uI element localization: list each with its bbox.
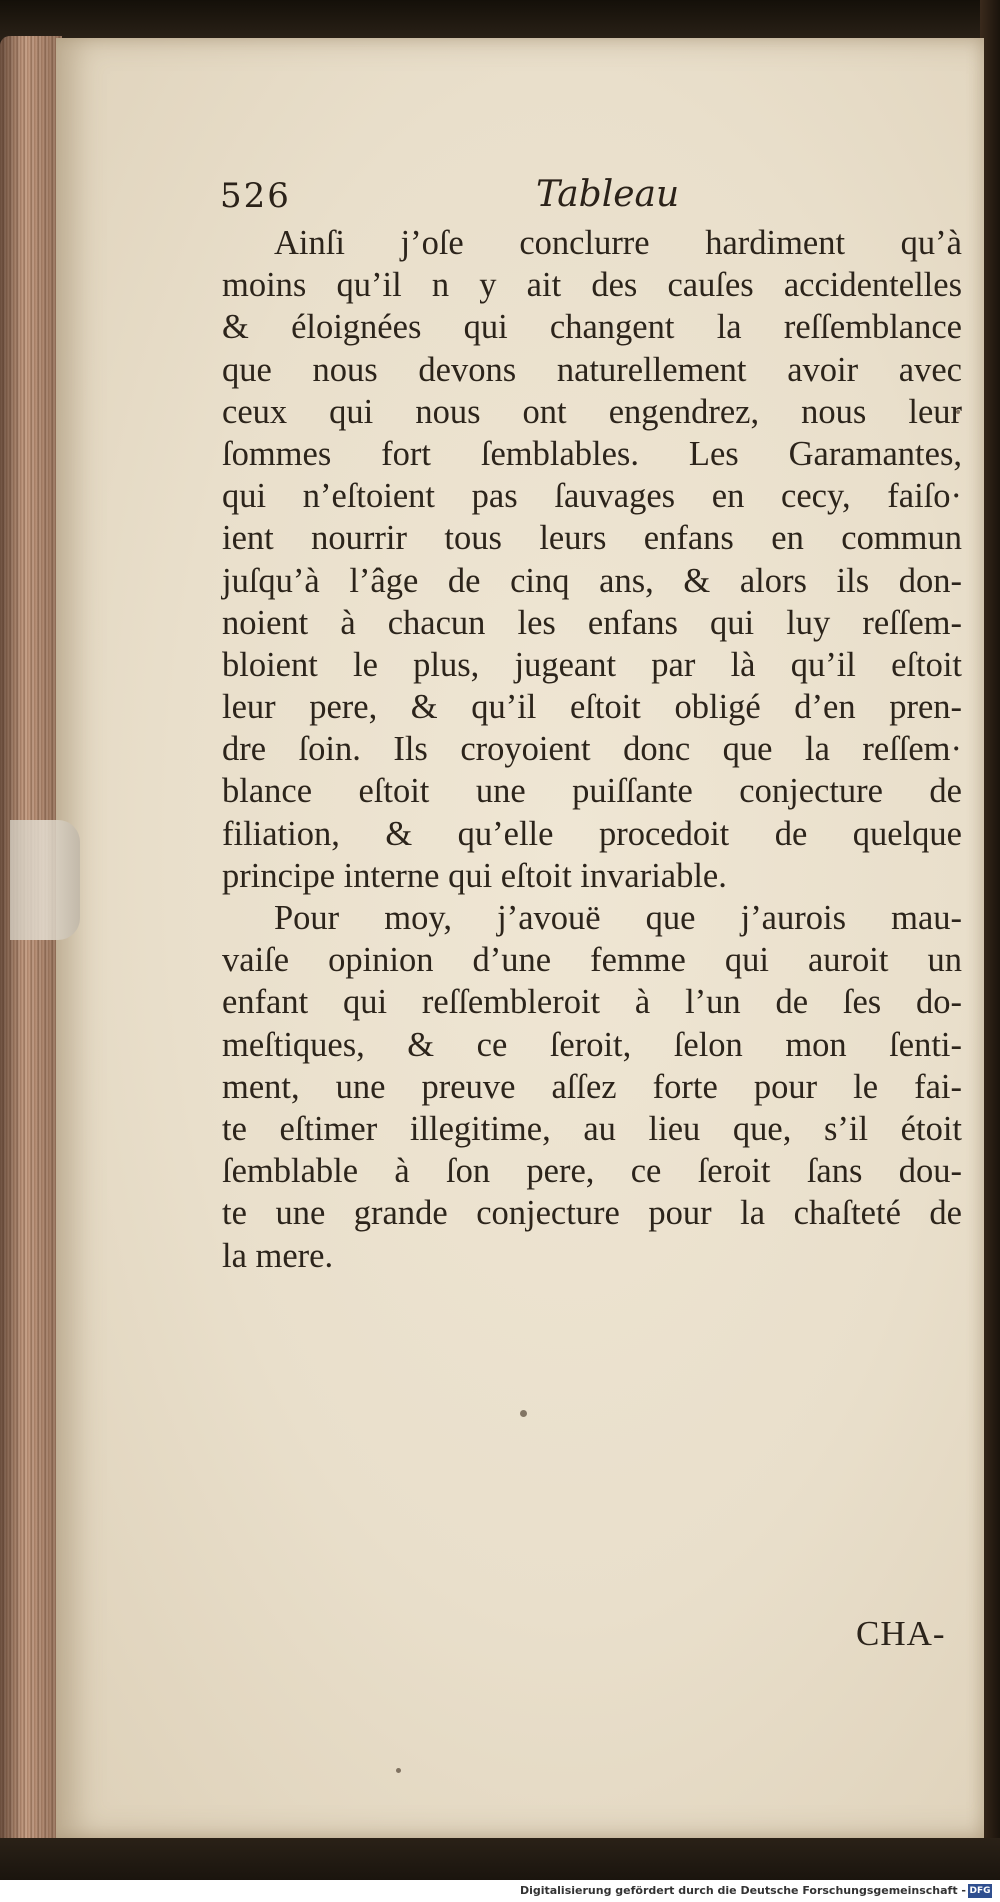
- text-line: ceux qui nous ont engendrez, nous leur: [222, 392, 962, 431]
- text-line: enfant qui reſſembleroit à l’un de ſes do-: [222, 983, 962, 1022]
- text-line: filiation, & qu’elle procedoit de quelque: [222, 814, 962, 853]
- text-line: qui n’eſtoient pas ſauvages en cecy, faiſo·: [222, 477, 962, 516]
- text-line: Pour moy, j’avouë que j’aurois mau-: [274, 899, 962, 937]
- text-line: la mere.: [222, 1236, 334, 1275]
- dfg-logo: DFG: [969, 1886, 991, 1896]
- text-line: noient à chacun les enfans qui luy reſſem-: [222, 603, 962, 642]
- text-line: & éloignées qui changent la reſſemblance: [222, 308, 962, 347]
- text-line: Ainſi j’oſe conclurre hardiment qu’à: [274, 224, 962, 262]
- paper-speck: [520, 1410, 527, 1417]
- text-line: principe interne qui eſtoit invariable.: [222, 856, 727, 895]
- text-line: dre ſoin. Ils croyoient donc que la reſſem·: [222, 730, 962, 769]
- text-line: ient nourrir tous leurs enfans en commun: [222, 519, 962, 558]
- digitization-credit: Digitalisierung gefördert durch die Deutsche Forschungsgemeinschaft -: [519, 1884, 966, 1897]
- text-line: ſemblable à ſon pere, ce ſeroit ſans dou-: [222, 1152, 962, 1191]
- book-top-edge: [0, 0, 1000, 40]
- text-line: bloient le plus, jugeant par là qu’il eſtoit: [222, 645, 962, 684]
- text-line: meſtiques, & ce ſeroit, ſelon mon ſenti-: [222, 1025, 962, 1064]
- bookmark-tab: [10, 820, 80, 940]
- text-line: que nous devons naturellement avoir avec: [222, 350, 962, 389]
- catchword: CHA-: [856, 1614, 946, 1653]
- text-line: moins qu’il n y ait des cauſes accidentelles: [222, 266, 962, 305]
- paper-speck: [396, 1768, 401, 1773]
- text-line: leur pere, & qu’il eſtoit obligé d’en pren-: [222, 688, 962, 727]
- text-line: vaiſe opinion d’une femme qui auroit un: [222, 941, 962, 980]
- text-line: ment, une preuve aſſez forte pour le fai-: [222, 1067, 962, 1106]
- body-text: [222, 222, 962, 1277]
- text-line: juſqu’à l’âge de cinq ans, & alors ils don-: [222, 561, 962, 600]
- page-number: 526: [220, 176, 291, 216]
- text-line: ſommes fort ſemblables. Les Garamantes,: [222, 434, 962, 473]
- running-title: Tableau: [536, 174, 680, 215]
- text-line: te une grande conjecture pour la chaſteté de: [222, 1194, 962, 1233]
- page-block-shadow: [0, 36, 62, 1846]
- text-line: te eſtimer illegitime, au lieu que, s’il étoit: [222, 1109, 962, 1148]
- text-line: blance eſtoit une puiſſante conjecture de: [222, 772, 962, 811]
